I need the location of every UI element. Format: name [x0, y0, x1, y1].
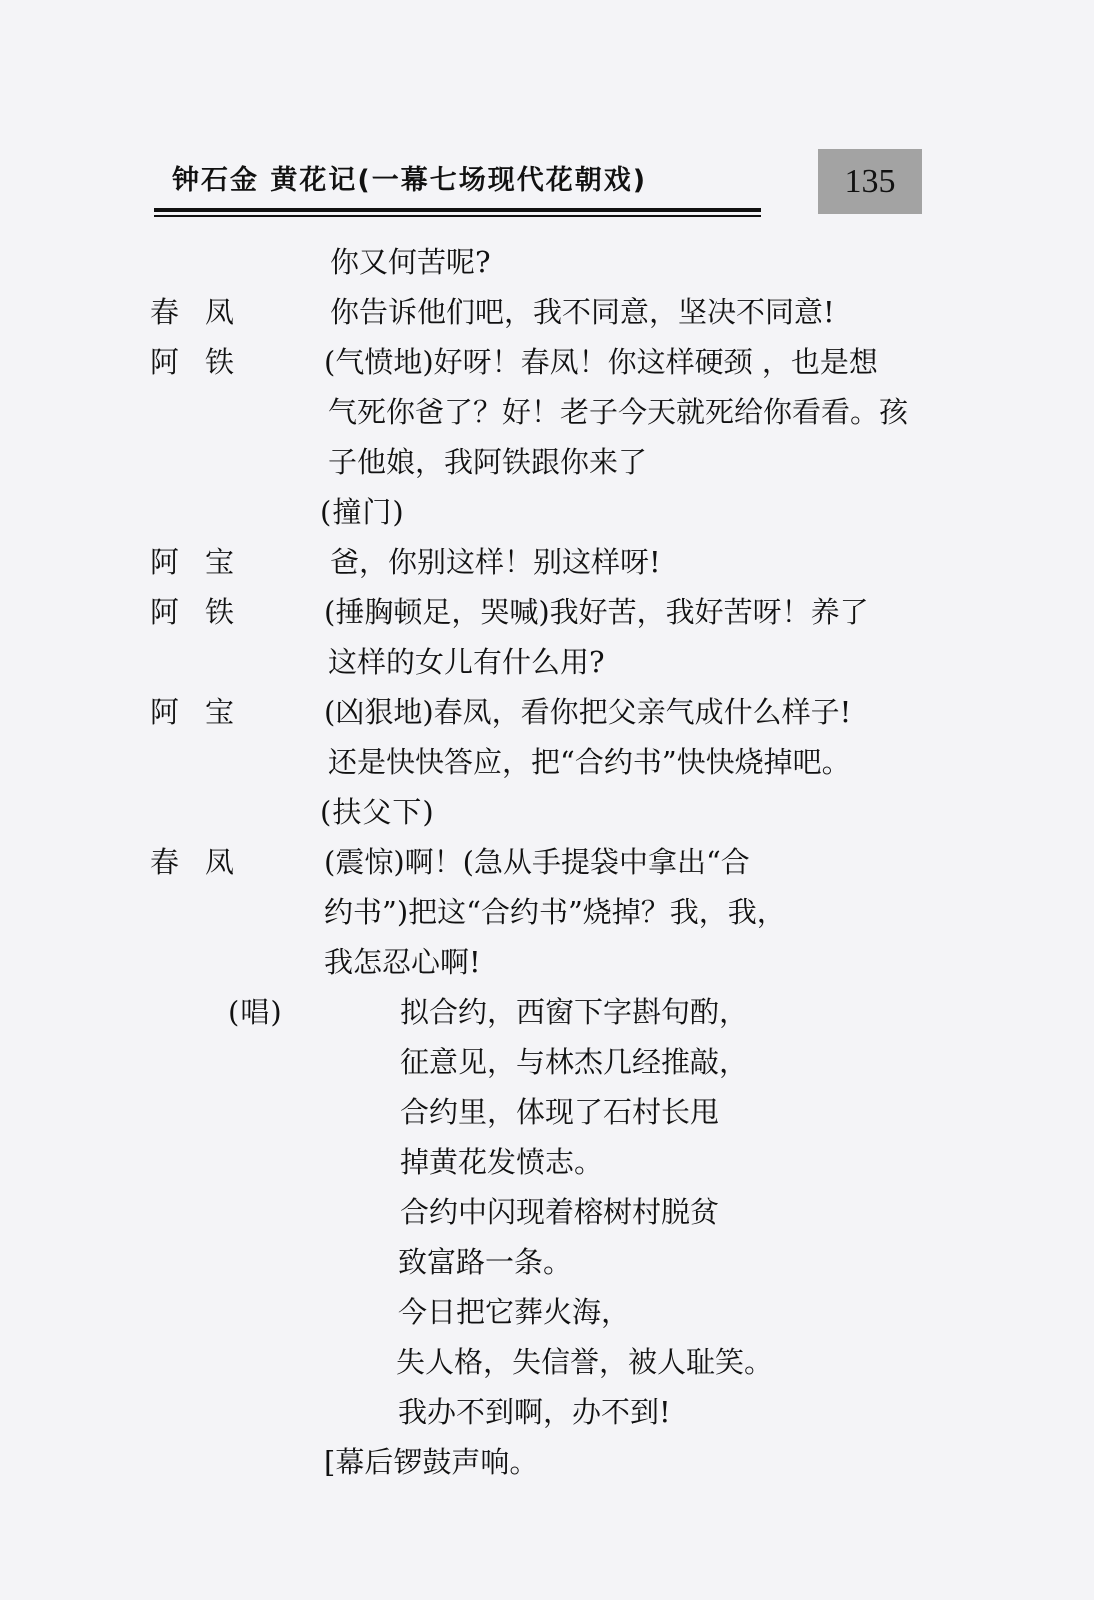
verse-line: 我办不到啊，办不到! — [398, 1395, 671, 1429]
dialogue-line: (震惊)啊！(急从手提袋中拿出“合 — [324, 845, 750, 879]
dialogue-line: (凶狠地)春凤，看你把父亲气成什么样子! — [324, 695, 852, 729]
verse-line: 掉黄花发愤志。 — [400, 1145, 604, 1179]
stage-direction: [幕后锣鼓声响。 — [324, 1445, 539, 1479]
header-rule-thick — [154, 208, 761, 212]
dialogue-line: 爸，你别这样！别这样呀! — [330, 545, 661, 579]
speaker-name: 阿宝 — [150, 695, 261, 729]
header-rule-thin — [154, 215, 761, 217]
speaker-name: 阿宝 — [150, 545, 261, 579]
verse-line: 失人格，失信誉，被人耻笑。 — [396, 1345, 774, 1379]
verse-line: 合约里，体现了石村长甩 — [400, 1095, 720, 1129]
dialogue-line: 约书”)把这“合约书”烧掉？我，我， — [324, 895, 786, 929]
verse-line: 今日把它葬火海， — [398, 1295, 631, 1329]
dialogue-line: 这样的女儿有什么用? — [328, 645, 605, 679]
stage-direction: (撞门) — [320, 495, 405, 529]
dialogue-line: 你又何苦呢? — [330, 245, 491, 279]
page-number-box — [818, 149, 922, 214]
dialogue-line: 我怎忍心啊! — [324, 945, 481, 979]
verse-line: 合约中闪现着榕树村脱贫 — [400, 1195, 720, 1229]
dialogue-line: (气愤地)好呀！春凤！你这样硬颈 ，也是想 — [324, 345, 878, 379]
speaker-name: 阿铁 — [150, 345, 261, 379]
running-header-title: 钟石金 黄花记(一幕七场现代花朝戏) — [172, 165, 648, 196]
dialogue-line: 还是快快答应，把“合约书”快快烧掉吧。 — [328, 745, 851, 779]
dialogue-line: 子他娘，我阿铁跟你来了 — [328, 445, 648, 479]
speaker-name: 春凤 — [150, 845, 261, 879]
page-number: 135 — [844, 163, 896, 200]
verse-line: 拟合约，西窗下字斟句酌， — [400, 995, 749, 1029]
speaker-name: 阿铁 — [150, 595, 261, 629]
dialogue-line: 你告诉他们吧，我不同意，坚决不同意! — [330, 295, 835, 329]
speaker-name: 春凤 — [150, 295, 261, 329]
dialogue-line: (捶胸顿足，哭喊)我好苦，我好苦呀！养了 — [324, 595, 869, 629]
verse-line: 征意见，与林杰几经推敲， — [400, 1045, 749, 1079]
stage-direction: (扶父下) — [320, 795, 435, 829]
sing-marker: (唱) — [228, 995, 283, 1029]
dialogue-line: 气死你爸了？好！老子今天就死给你看看。孩 — [328, 395, 909, 429]
verse-line: 致富路一条。 — [398, 1245, 573, 1279]
